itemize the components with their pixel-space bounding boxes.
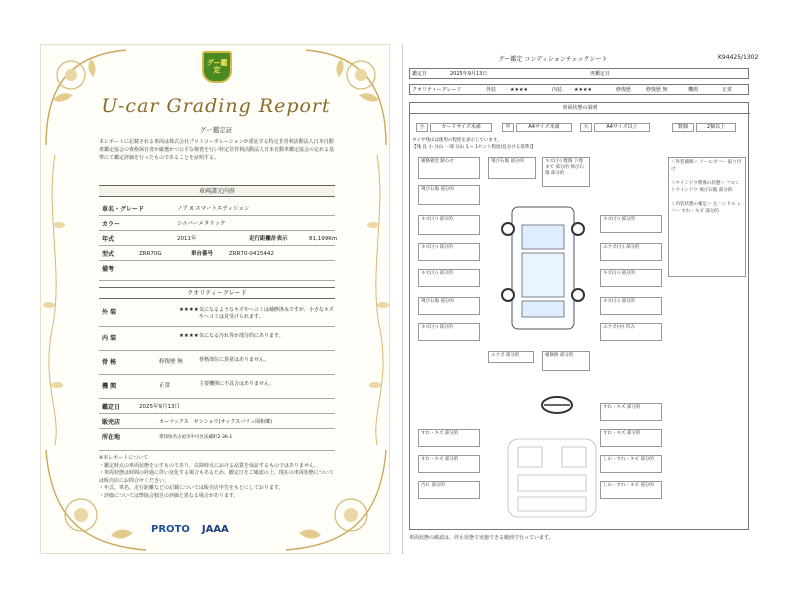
note-line: ・鑑定時点の車両状態を示すものであり、以降時点における品質を保証するものではありません。 bbox=[99, 462, 320, 469]
size-large-desc: A4サイズ以上 bbox=[594, 123, 650, 132]
check-sheet-title: グー鑑定 コンディションチェックシート bbox=[498, 56, 608, 63]
car-top-view-diagram-icon bbox=[498, 203, 588, 333]
grade-stars: ★★★★ bbox=[179, 333, 199, 339]
size-medium: 中 bbox=[502, 123, 514, 132]
size-small: 小 bbox=[416, 123, 428, 132]
date-value: 2025年9月13日 bbox=[450, 71, 488, 77]
interior-label: すれ・キズ 部分的 bbox=[600, 403, 662, 421]
interior-label: 汚れ 部分的 bbox=[418, 481, 480, 499]
vehicle-color-value: シルバーメタリック bbox=[177, 221, 226, 227]
interior-label: すれ・キズ 部分的 bbox=[418, 429, 480, 447]
vehicle-remarks-row bbox=[99, 263, 335, 281]
grade-label: 機 関 bbox=[102, 383, 117, 390]
damage-label: 補修跡 部分的 bbox=[542, 351, 590, 371]
interior-layout-diagram-icon bbox=[502, 433, 602, 523]
grade-row-exterior bbox=[99, 303, 335, 327]
size-medium-desc: A4サイズ未満 bbox=[516, 123, 572, 132]
shop-row bbox=[99, 416, 335, 429]
vehicle-name-row bbox=[99, 203, 335, 216]
int-label: 内装 bbox=[552, 87, 563, 93]
ext-value: ★★★★ bbox=[510, 87, 528, 93]
int-value: ★★★★ bbox=[574, 87, 592, 93]
proto-logo: PROTO bbox=[151, 523, 190, 535]
vehicle-section-header: 車両諸元内容 bbox=[99, 185, 335, 197]
reinspection-label: 再鑑定日 bbox=[590, 71, 611, 77]
damage-label: キズ(小) 部分的 bbox=[418, 215, 480, 235]
condition-title: 車両状態の説明 bbox=[410, 105, 750, 114]
damage-label: キズ(小) 部分的 bbox=[600, 297, 662, 315]
condition-box bbox=[409, 102, 749, 530]
intro-text: 本レポートに記載される車両は株式会社プロトコーポレーションが委託する特定非営利活動法人日本自動車鑑定協会の資格保有者が厳選かつ公平な検査を行い特定非営利活動法人日本自動車鑑定協会の定める基準にて鑑定評価を行ったものであることを証明する。 bbox=[99, 139, 335, 161]
damage-label: 補修板金 跡わせ bbox=[418, 157, 480, 179]
note-line: ・車両状態は時間の経過に伴い変化する場合もあるため、鑑定日をご確認の上、現在の車両状態については販売店にお問合せください。 bbox=[99, 470, 334, 484]
location-value: 愛知県名古屋市中川区法蔵町2-36-1 bbox=[159, 435, 233, 440]
grade-description: 気になる汚れ等が部分的にあります。 bbox=[199, 333, 284, 339]
condition-check-sheet bbox=[402, 44, 757, 554]
interior-label: すれ・キズ 部分的 bbox=[600, 429, 662, 447]
count-label: 数個 bbox=[672, 123, 694, 132]
date-label: 鑑定日 bbox=[412, 71, 428, 77]
chassis-value: ZRR70-0415442 bbox=[229, 251, 274, 257]
location-row bbox=[99, 431, 335, 451]
document-id: K94425/1302 bbox=[718, 54, 759, 61]
vehicle-name-value: ノア X スマートエディション bbox=[177, 206, 250, 212]
vehicle-model-value: ZRR70G bbox=[139, 251, 162, 257]
vehicle-model-row bbox=[99, 248, 335, 261]
ext-label: 外装 bbox=[486, 87, 497, 93]
grade-row-engine bbox=[99, 377, 335, 399]
side-note: ＜外装補修＞ リールカバー 取り付け bbox=[671, 160, 742, 172]
quality-grade-header: クオリティーグレード bbox=[99, 287, 335, 299]
interior-label: すれ・キズ 部分的 bbox=[418, 455, 480, 473]
engine-value: 正常 bbox=[722, 87, 733, 93]
jaaa-logo: JAAA bbox=[201, 523, 229, 535]
remarks-label: 備考 bbox=[102, 266, 115, 273]
inspection-date-row bbox=[99, 401, 335, 414]
interior-label: しわ・すれ・キズ 部分的 bbox=[600, 455, 662, 473]
grade-label: 外 装 bbox=[102, 309, 117, 316]
check-sheet-footnote: 車両状態の確認は、停止状態で実施できる範囲で行っています。 bbox=[409, 535, 554, 541]
shop-value: カーマックス ゼンショウ(オックスバリュ岡和郷) bbox=[159, 419, 273, 425]
tire-note-detail: 【残 良 小 分山 一部 分山 1 ~ 1セント程度(見分ける基準)】 bbox=[412, 145, 536, 150]
report-subtitle: グー鑑定証 bbox=[199, 126, 233, 134]
note-line: ・年式、車名、走行距離などの記載については販売店申告をもとにしております。 bbox=[99, 485, 284, 491]
logos bbox=[151, 521, 291, 537]
side-note: ＜内装状態の補足＞ 左ハンドル レバー すれ・キズ 部分的 bbox=[671, 202, 742, 214]
note-line: ・評価については弊協会独自の評価と異なる場合があります。 bbox=[99, 492, 239, 499]
side-notes bbox=[668, 157, 746, 277]
chassis-label: 車台番号 bbox=[191, 251, 214, 257]
shop-label: 販売店 bbox=[102, 419, 121, 426]
mileage-value: 81,199Km bbox=[309, 236, 338, 242]
repair-value: 修復歴 無 bbox=[646, 87, 668, 93]
damage-label: キズ(小) 部分的 bbox=[418, 269, 480, 287]
side-note: ＜ウインドウ関係の状態＞ フロントウインドウ 飛び石傷 部分的 bbox=[671, 181, 740, 193]
quality-row bbox=[409, 84, 749, 95]
side-vine-left-icon bbox=[41, 155, 71, 445]
vehicle-color-label: カラー bbox=[102, 221, 121, 228]
steering-wheel-icon bbox=[540, 395, 574, 415]
report-notes bbox=[99, 455, 335, 500]
damage-label: 飛び石傷 部分的 bbox=[418, 185, 480, 205]
tire-note: タイヤ残山は使用の程度を表示しています。 bbox=[412, 138, 502, 143]
note-line: ※本レポートについて bbox=[99, 455, 149, 461]
count-desc: 2個以上 bbox=[696, 123, 736, 132]
grade-description: 骨格部位に異常はありません。 bbox=[199, 357, 270, 363]
damage-label: キズ(小) 部分的 bbox=[418, 323, 480, 341]
damage-label: キズ(小) 数個 下地まで 部分的 飛び石傷 部分的 bbox=[542, 157, 590, 187]
size-large: 大 bbox=[580, 123, 592, 132]
grade-status: 修復歴 無 bbox=[159, 359, 183, 365]
vehicle-model-label: 型式 bbox=[102, 251, 115, 258]
grade-row-interior bbox=[99, 329, 335, 351]
grade-label: 骨 格 bbox=[102, 359, 117, 366]
engine-label: 機関 bbox=[688, 87, 699, 93]
grade-label: 内 装 bbox=[102, 335, 117, 342]
size-small-desc: カードサイズ未満 bbox=[430, 123, 492, 132]
grade-stars: ★★★★ bbox=[179, 307, 199, 313]
vehicle-year-value: 2011年 bbox=[177, 236, 197, 242]
side-vine-right-icon bbox=[361, 155, 391, 445]
grade-status: 正常 bbox=[159, 383, 171, 389]
vehicle-year-row bbox=[99, 233, 338, 246]
damage-label: キズ(小) 部分的 bbox=[600, 269, 662, 287]
goo-kantei-badge-icon: グー鑑定 bbox=[202, 51, 232, 83]
damage-label: 飛び石傷 部分的 bbox=[418, 297, 480, 315]
grade-description: 気になるようなキズやヘコミは補修済みですが、小さなキズやヘコミは見受けられます。 bbox=[199, 307, 334, 320]
interior-label: しわ・すれ・キズ 部分的 bbox=[600, 481, 662, 499]
quality-label: クオリティーグレード bbox=[412, 87, 462, 93]
damage-label: 飛び石傷 部分的 bbox=[488, 157, 536, 179]
vehicle-color-row bbox=[99, 218, 335, 231]
damage-label: キズ(小) 部分的 bbox=[418, 243, 480, 261]
damage-label: エクボ(小) 部分的 bbox=[600, 243, 662, 261]
report-title: U-car Grading Report bbox=[101, 95, 331, 117]
inspection-date-label: 鑑定日 bbox=[102, 404, 121, 411]
mileage-label: 走行距離計表示 bbox=[249, 236, 288, 242]
repair-label: 修復歴 bbox=[616, 87, 632, 93]
inspection-date-value: 2025年9月13日 bbox=[139, 404, 180, 410]
damage-label: キズ(小) 部分的 bbox=[600, 215, 662, 233]
date-row bbox=[409, 68, 749, 79]
damage-label: エクボ 部分的 bbox=[488, 351, 534, 363]
damage-label: エクボ(中) 凹み bbox=[600, 323, 662, 341]
grade-description: 主要機関に不具合はありません。 bbox=[199, 381, 275, 387]
location-label: 所在地 bbox=[102, 434, 121, 441]
vehicle-year-label: 年式 bbox=[102, 236, 115, 243]
grading-report-sheet bbox=[40, 44, 390, 554]
grade-row-frame bbox=[99, 353, 335, 375]
vehicle-name-label: 車名・グレード bbox=[102, 206, 145, 213]
